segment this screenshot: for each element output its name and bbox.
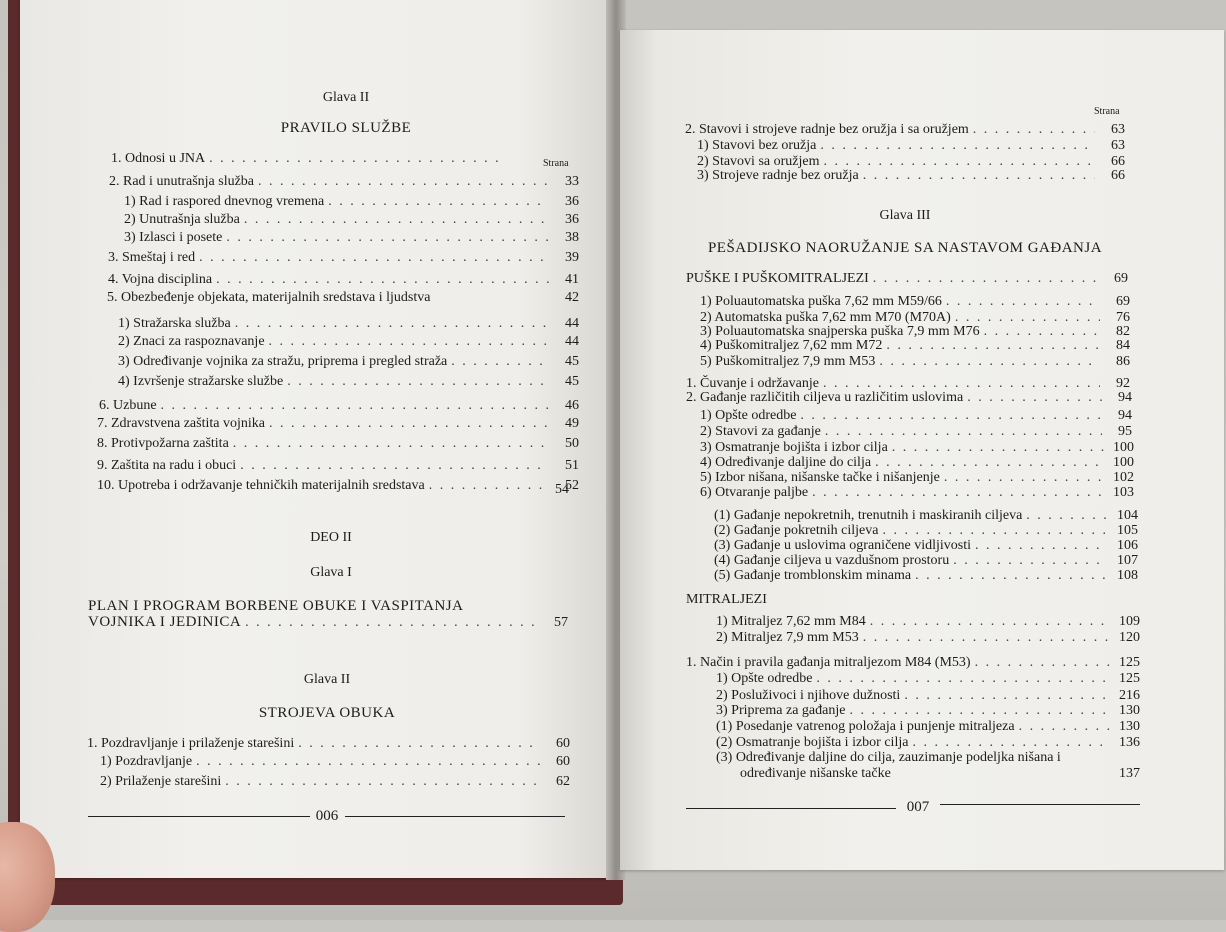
toc-entry-label: 5) Izbor nišana, nišanske tačke i nišanjenje bbox=[700, 470, 940, 485]
toc-entry bbox=[124, 212, 579, 228]
toc-entry-label: 1. Odnosi u JNA bbox=[111, 151, 206, 166]
footer-rule bbox=[345, 816, 565, 817]
toc-entry bbox=[686, 655, 1140, 671]
toc-entry-label: 3) Strojeve radnje bez oružja bbox=[697, 168, 859, 183]
toc-entry-label: 9. Zaštita na radu i obuci bbox=[97, 458, 237, 473]
toc-entry-page: 100 bbox=[1113, 455, 1134, 470]
dot-leader bbox=[825, 424, 1102, 440]
toc-entry-page: 125 bbox=[1119, 655, 1140, 670]
page-number: 006 bbox=[315, 808, 339, 824]
toc-entry bbox=[714, 538, 1138, 554]
dot-leader bbox=[967, 390, 1102, 406]
toc-entry-page: 82 bbox=[1116, 324, 1130, 339]
dot-leader bbox=[849, 703, 1110, 719]
toc-entry-page: 50 bbox=[565, 436, 579, 451]
toc-entry bbox=[700, 294, 1130, 310]
toc-entry-label: 3) Izlasci i posete bbox=[124, 230, 223, 245]
toc-entry-page: 94 bbox=[1118, 390, 1132, 405]
dot-leader bbox=[863, 630, 1110, 646]
toc-entry bbox=[99, 398, 579, 414]
toc-entry-page: 52 bbox=[565, 478, 579, 493]
toc-entry-page: 49 bbox=[565, 416, 579, 431]
toc-entry-page: 216 bbox=[1119, 688, 1140, 703]
dot-leader bbox=[216, 272, 549, 288]
dot-leader bbox=[975, 538, 1108, 554]
toc-entry-page: 63 bbox=[1111, 122, 1125, 137]
toc-entry bbox=[714, 523, 1138, 539]
toc-entry bbox=[714, 568, 1138, 584]
dot-leader bbox=[875, 455, 1104, 471]
toc-entry-label: (2) Osmatranje bojišta i izbor cilja bbox=[716, 735, 909, 750]
dot-leader bbox=[235, 316, 549, 332]
toc-entry-page: 33 bbox=[565, 174, 579, 189]
toc-entry bbox=[685, 122, 1125, 138]
toc-entry bbox=[716, 688, 1140, 704]
toc-entry-page: 60 bbox=[556, 736, 570, 751]
toc-entry-label: 2) Posluživoci i njihove dužnosti bbox=[716, 688, 901, 703]
toc-entry-label: 1) Mitraljez 7,62 mm M84 bbox=[716, 614, 866, 629]
toc-entry bbox=[97, 436, 579, 452]
toc-entry-label: 1) Opšte odredbe bbox=[700, 408, 797, 423]
dot-leader bbox=[812, 485, 1104, 501]
toc-entry bbox=[87, 736, 570, 752]
deo-heading: DEO II bbox=[310, 530, 352, 545]
toc-entry-label: 1) Stražarska služba bbox=[118, 316, 231, 331]
toc-entry-label: 5) Puškomitraljez 7,9 mm M53 bbox=[700, 354, 876, 369]
toc-entry bbox=[716, 719, 1140, 735]
toc-section-heading: MITRALJEZI bbox=[686, 592, 767, 607]
toc-entry-page: 45 bbox=[565, 354, 579, 369]
toc-entry-label: 10. Upotreba i održavanje tehničkih materijalnih sredstava bbox=[97, 478, 425, 493]
toc-entry bbox=[100, 774, 570, 790]
toc-entry: određivanje nišanske tačke 137 bbox=[740, 766, 1140, 781]
dot-leader bbox=[1026, 508, 1108, 524]
toc-entry bbox=[108, 272, 579, 288]
toc-entry-page: 102 bbox=[1113, 470, 1134, 485]
toc-entry bbox=[111, 151, 529, 167]
dot-leader bbox=[879, 354, 1100, 370]
glava-heading: Glava II bbox=[322, 90, 370, 105]
dot-leader bbox=[328, 194, 549, 210]
toc-entry-label: 1) Pozdravljanje bbox=[100, 754, 193, 769]
toc-entry-page: 120 bbox=[1119, 630, 1140, 645]
toc-entry-page: 136 bbox=[1119, 735, 1140, 750]
toc-entry-label: 1) Poluautomatska puška 7,62 mm M59/66 bbox=[700, 294, 942, 309]
toc-entry-label: 5. Obezbeđenje objekata, materijalnih sredstava i ljudstva bbox=[107, 290, 431, 305]
toc-entry-page: 86 bbox=[1116, 354, 1130, 369]
glava-heading: Glava II bbox=[303, 672, 351, 687]
toc-entry bbox=[700, 470, 1134, 486]
dot-leader bbox=[269, 334, 549, 350]
dot-leader bbox=[226, 230, 549, 246]
toc-entry bbox=[700, 485, 1134, 501]
dot-leader bbox=[892, 440, 1104, 456]
dot-leader bbox=[975, 655, 1110, 671]
dot-leader bbox=[882, 523, 1108, 539]
toc-entry-page: 69 bbox=[1116, 294, 1130, 309]
toc-entry-page: 54 bbox=[555, 482, 569, 497]
toc-entry bbox=[700, 440, 1134, 456]
toc-entry-page: 104 bbox=[1117, 508, 1138, 523]
toc-entry-label: (4) Gađanje ciljeva u vazdušnom prostoru bbox=[714, 553, 950, 568]
toc-entry bbox=[716, 614, 1140, 630]
toc-entry bbox=[700, 408, 1132, 424]
toc-entry: VOJNIKA I JEDINICA . . . 57 bbox=[88, 614, 568, 630]
toc-entry bbox=[697, 168, 1125, 184]
toc-entry-page: 130 bbox=[1119, 703, 1140, 718]
toc-entry-label: 4) Izvršenje stražarske službe bbox=[118, 374, 284, 389]
toc-entry-label: 1) Opšte odredbe bbox=[716, 671, 813, 686]
toc-entry bbox=[109, 174, 579, 190]
dot-leader bbox=[863, 168, 1095, 184]
toc-entry bbox=[700, 455, 1134, 471]
dot-leader bbox=[209, 151, 499, 167]
toc-entry-label: 6. Uzbune bbox=[99, 398, 157, 413]
dot-leader bbox=[451, 354, 549, 370]
toc-entry-label: 2) Stavovi sa oružjem bbox=[697, 154, 820, 169]
toc-entry-label: 6) Otvaranje paljbe bbox=[700, 485, 809, 500]
dot-leader bbox=[800, 408, 1102, 424]
toc-entry-label: 8. Protivpožarna zaštita bbox=[97, 436, 229, 451]
dot-leader bbox=[225, 774, 540, 790]
dot-leader bbox=[1019, 719, 1110, 735]
toc-entry-page: 44 bbox=[565, 334, 579, 349]
toc-section-heading: PUŠKE I PUŠKOMITRALJEZI . . . 69 bbox=[686, 271, 1128, 287]
chapter-title: PLAN I PROGRAM BORBENE OBUKE I VASPITANJA bbox=[88, 598, 464, 614]
dot-leader bbox=[816, 671, 1110, 687]
toc-entry-page: 51 bbox=[565, 458, 579, 473]
toc-entry bbox=[700, 354, 1130, 370]
dot-leader bbox=[233, 436, 549, 452]
toc-entry-label: 3) Osmatranje bojišta i izbor cilja bbox=[700, 440, 888, 455]
toc-entry-page: 130 bbox=[1119, 719, 1140, 734]
toc-entry-label: 3) Poluautomatska snajperska puška 7,9 mm M76 bbox=[700, 324, 980, 339]
toc-entry-page: 62 bbox=[556, 774, 570, 789]
page-number: 007 bbox=[906, 799, 930, 815]
toc-entry-label: 1. Čuvanje i održavanje bbox=[686, 376, 819, 391]
dot-leader bbox=[244, 212, 549, 228]
toc-entry-page: 41 bbox=[565, 272, 579, 287]
toc-entry-label: 1. Način i pravila gađanja mitraljezom M84 (M53) bbox=[686, 655, 971, 670]
toc-entry-page: 95 bbox=[1118, 424, 1132, 439]
toc-entry-label: 2) Automatska puška 7,62 mm M70 (M70A) bbox=[700, 310, 951, 325]
toc-entry-label: 2) Stavovi za gađanje bbox=[700, 424, 821, 439]
toc-entry-page: 100 bbox=[1113, 440, 1134, 455]
toc-entry bbox=[118, 316, 579, 332]
toc-entry-label: 1) Rad i raspored dnevnog vremena bbox=[124, 194, 325, 209]
dot-leader bbox=[912, 735, 1110, 751]
toc-entry-page: 44 bbox=[565, 316, 579, 331]
toc-entry-label: 3) Određivanje vojnika za stražu, priprema i pregled straža bbox=[118, 354, 448, 369]
toc-entry bbox=[108, 250, 579, 266]
toc-entry-page: 92 bbox=[1116, 376, 1130, 391]
toc-entry bbox=[716, 703, 1140, 719]
toc-entry bbox=[700, 424, 1132, 440]
toc-entry-label: 4. Vojna disciplina bbox=[108, 272, 213, 287]
dot-leader bbox=[258, 174, 549, 190]
dot-leader bbox=[973, 122, 1095, 138]
dot-leader bbox=[820, 138, 1095, 154]
toc-entry bbox=[100, 754, 570, 770]
toc-entry-label: 3. Smeštaj i red bbox=[108, 250, 196, 265]
toc-entry-label: (2) Gađanje pokretnih ciljeva bbox=[714, 523, 879, 538]
toc-entry-label: (1) Posedanje vatrenog položaja i punjenje mitraljeza bbox=[716, 719, 1015, 734]
dot-leader bbox=[287, 374, 549, 390]
toc-entry bbox=[124, 230, 579, 246]
glava-heading: Glava III bbox=[879, 208, 931, 223]
toc-entry-label: (1) Gađanje nepokretnih, trenutnih i maskiranih ciljeva bbox=[714, 508, 1023, 523]
toc-entry-page: 76 bbox=[1116, 310, 1130, 325]
toc-entry bbox=[716, 671, 1140, 687]
toc-entry-page: 107 bbox=[1117, 553, 1138, 568]
toc-entry bbox=[716, 630, 1140, 646]
toc-entry-page: 106 bbox=[1117, 538, 1138, 553]
toc-entry-page: 109 bbox=[1119, 614, 1140, 629]
footer-rule bbox=[940, 804, 1140, 805]
dot-leader bbox=[946, 294, 1100, 310]
toc-entry-label: 2. Gađanje različitih ciljeva u različitim uslovima bbox=[686, 390, 964, 405]
toc-entry bbox=[716, 735, 1140, 751]
toc-entry bbox=[118, 374, 579, 390]
strana-label: Strana bbox=[543, 158, 569, 169]
toc-entry-label: (5) Gađanje tromblonskim minama bbox=[714, 568, 912, 583]
footer-rule bbox=[88, 816, 310, 817]
toc-entry-page: 45 bbox=[565, 374, 579, 389]
toc-entry bbox=[124, 194, 579, 210]
toc-entry-page: 36 bbox=[565, 212, 579, 227]
toc-entry bbox=[118, 334, 579, 350]
toc-entry-label: 1. Pozdravljanje i prilaženje starešini bbox=[87, 736, 295, 751]
dot-leader bbox=[199, 250, 549, 266]
toc-entry-label: 2) Mitraljez 7,9 mm M53 bbox=[716, 630, 859, 645]
toc-entry bbox=[700, 338, 1130, 354]
chapter-title: PEŠADIJSKO NAORUŽANJE SA NASTAVOM GAĐANJA bbox=[707, 240, 1103, 256]
dot-leader bbox=[298, 736, 540, 752]
dot-leader bbox=[240, 458, 549, 474]
dot-leader bbox=[196, 754, 540, 770]
footer-rule bbox=[686, 808, 896, 809]
chapter-title: STROJEVA OBUKA bbox=[258, 705, 396, 721]
toc-entry bbox=[697, 138, 1125, 154]
dot-leader bbox=[953, 553, 1108, 569]
toc-entry-label: 4) Određivanje daljine do cilja bbox=[700, 455, 872, 470]
dot-leader bbox=[904, 688, 1110, 704]
toc-entry-label: 1) Stavovi bez oružja bbox=[697, 138, 817, 153]
toc-entry-page: 42 bbox=[565, 290, 579, 305]
dot-leader bbox=[886, 338, 1100, 354]
toc-entry-page: 46 bbox=[565, 398, 579, 413]
toc-entry-label: 2. Rad i unutrašnja služba bbox=[109, 174, 255, 189]
strana-label: Strana bbox=[1094, 106, 1120, 117]
chapter-title: PRAVILO SLUŽBE bbox=[280, 120, 412, 136]
toc-entry-page: 39 bbox=[565, 250, 579, 265]
toc-entry bbox=[714, 508, 1138, 524]
toc-entry-label: 3) Priprema za gađanje bbox=[716, 703, 846, 718]
toc-entry-page: 105 bbox=[1117, 523, 1138, 538]
toc-entry-label: (3) Određivanje daljine do cilja, zauzimanje podeljka nišana i bbox=[716, 750, 1061, 765]
toc-entry-label: 2. Stavovi i strojeve radnje bez oružja i sa oružjem bbox=[685, 122, 969, 137]
toc-entry-label: (3) Gađanje u uslovima ograničene vidljivosti bbox=[714, 538, 971, 553]
toc-entry bbox=[97, 478, 579, 494]
toc-entry-label: 2) Unutrašnja služba bbox=[124, 212, 240, 227]
toc-entry-page: 66 bbox=[1111, 168, 1125, 183]
toc-entry bbox=[520, 482, 569, 498]
toc-entry-page: 108 bbox=[1117, 568, 1138, 583]
toc-entry-page: 84 bbox=[1116, 338, 1130, 353]
toc-entry-page: 36 bbox=[565, 194, 579, 209]
toc-entry bbox=[686, 390, 1132, 406]
toc-entry-label: 2) Prilaženje starešini bbox=[100, 774, 222, 789]
toc-entry-page: 94 bbox=[1118, 408, 1132, 423]
dot-leader bbox=[870, 614, 1110, 630]
toc-entry bbox=[97, 458, 579, 474]
glava-heading: Glava I bbox=[310, 565, 352, 580]
toc-entry bbox=[97, 416, 579, 432]
toc-entry bbox=[714, 553, 1138, 569]
dot-leader bbox=[915, 568, 1108, 584]
toc-entry bbox=[118, 354, 579, 370]
toc-entry-label: 7. Zdravstvena zaštita vojnika bbox=[97, 416, 265, 431]
toc-entry-page: 60 bbox=[556, 754, 570, 769]
toc-entry-label: 2) Znaci za raspoznavanje bbox=[118, 334, 265, 349]
toc-entry-page: 38 bbox=[565, 230, 579, 245]
toc-entry bbox=[107, 290, 579, 306]
toc-entry-page: 103 bbox=[1113, 485, 1134, 500]
dot-leader bbox=[161, 398, 549, 414]
dot-leader bbox=[944, 470, 1104, 486]
dot-leader bbox=[269, 416, 549, 432]
toc-entry-label: 4) Puškomitraljez 7,62 mm M72 bbox=[700, 338, 883, 353]
toc-entry-page: 66 bbox=[1111, 154, 1125, 169]
toc-entry-page: 125 bbox=[1119, 671, 1140, 686]
toc-entry-page: 63 bbox=[1111, 138, 1125, 153]
